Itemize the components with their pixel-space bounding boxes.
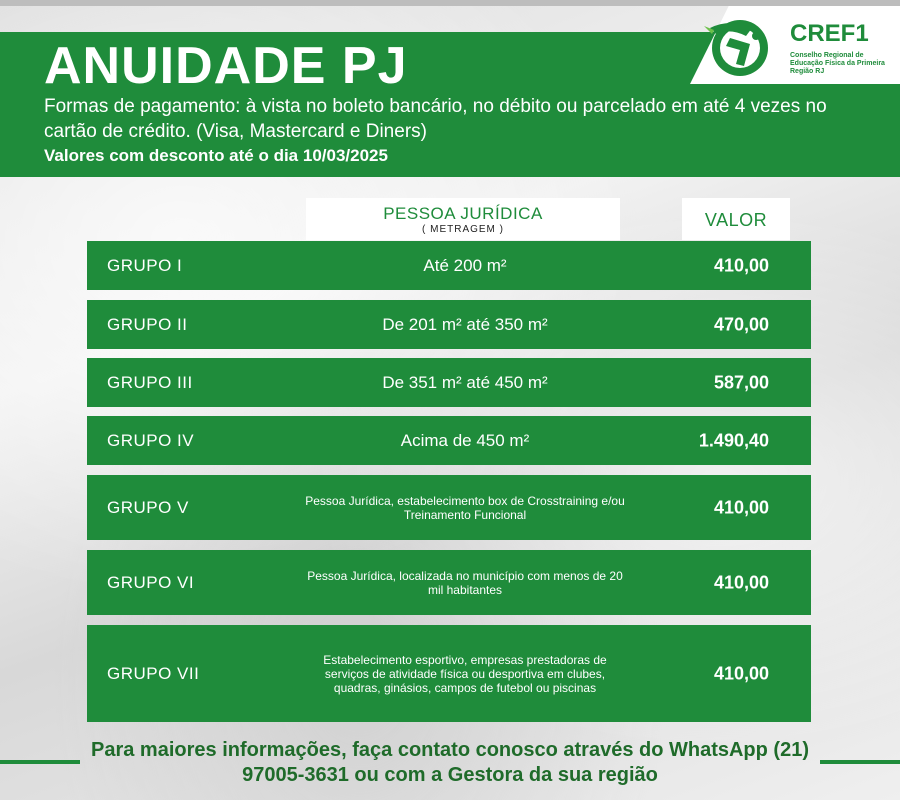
group-description: Acima de 450 m² [400, 430, 530, 450]
footer-divider-right [820, 760, 900, 764]
group-label: GRUPO VII [107, 663, 200, 683]
group-label: GRUPO V [107, 497, 189, 517]
page-title: ANUIDADE PJ [44, 37, 408, 95]
group-label: GRUPO III [107, 372, 193, 392]
logo-name: CREF1 [790, 20, 869, 47]
table-row [87, 625, 811, 722]
discount-deadline-text: Valores com desconto até o dia 10/03/2025 [44, 146, 388, 165]
table-row [87, 550, 811, 615]
payment-methods-text: Formas de pagamento: à vista no boleto bancário, no débito ou parcelado em até 4 vezes no cartão de crédito. (Visa, Mastercard e Diners) [44, 96, 827, 142]
logo-subtitle: Conselho Regional de Educação Física da Primeira Região RJ [790, 52, 885, 75]
group-label: GRUPO VI [107, 572, 195, 592]
table-row [87, 300, 811, 349]
group-value: 410,00 [713, 572, 769, 592]
column-header-valor-label: VALOR [704, 210, 768, 230]
footer-divider-left [0, 760, 80, 764]
top-stripe [0, 0, 900, 6]
table-row [87, 241, 811, 290]
column-header-valor [682, 198, 790, 240]
group-label: GRUPO IV [107, 430, 195, 450]
table-row [87, 358, 811, 407]
group-value: 587,00 [713, 372, 769, 392]
group-description: Até 200 m² [423, 255, 507, 275]
group-value: 1.490,40 [698, 430, 769, 450]
athlete-emblem-icon [700, 14, 780, 78]
column-header-pessoa-juridica [306, 198, 620, 240]
footer-contact-text: Para maiores informações, faça contato conosco através do WhatsApp (21) 97005-3631 ou com a Gestora da sua região [91, 739, 809, 786]
group-value: 410,00 [713, 255, 769, 275]
group-description: De 351 m² até 450 m² [382, 372, 548, 392]
group-label: GRUPO I [107, 255, 183, 275]
group-description: Pessoa Jurídica, estabelecimento box de Crosstraining e/ou Treinamento Funcional [305, 493, 625, 522]
group-description: De 201 m² até 350 m² [382, 314, 548, 334]
group-description: Estabelecimento esportivo, empresas prestadoras de serviços de atividade física ou desportiva em clubes, quadras, ginásios, campos de futebol ou piscinas [323, 652, 607, 695]
column-header-pj-label: PESSOA JURÍDICA [383, 204, 543, 223]
group-value: 410,00 [713, 663, 769, 683]
group-description: Pessoa Jurídica, localizada no município com menos de 20 mil habitantes [307, 568, 623, 597]
group-value: 410,00 [713, 497, 769, 517]
table-row [87, 475, 811, 540]
column-header-pj-sublabel: ( METRAGEM ) [422, 224, 504, 235]
table-row [87, 416, 811, 465]
group-value: 470,00 [713, 314, 769, 334]
group-label: GRUPO II [107, 314, 188, 334]
